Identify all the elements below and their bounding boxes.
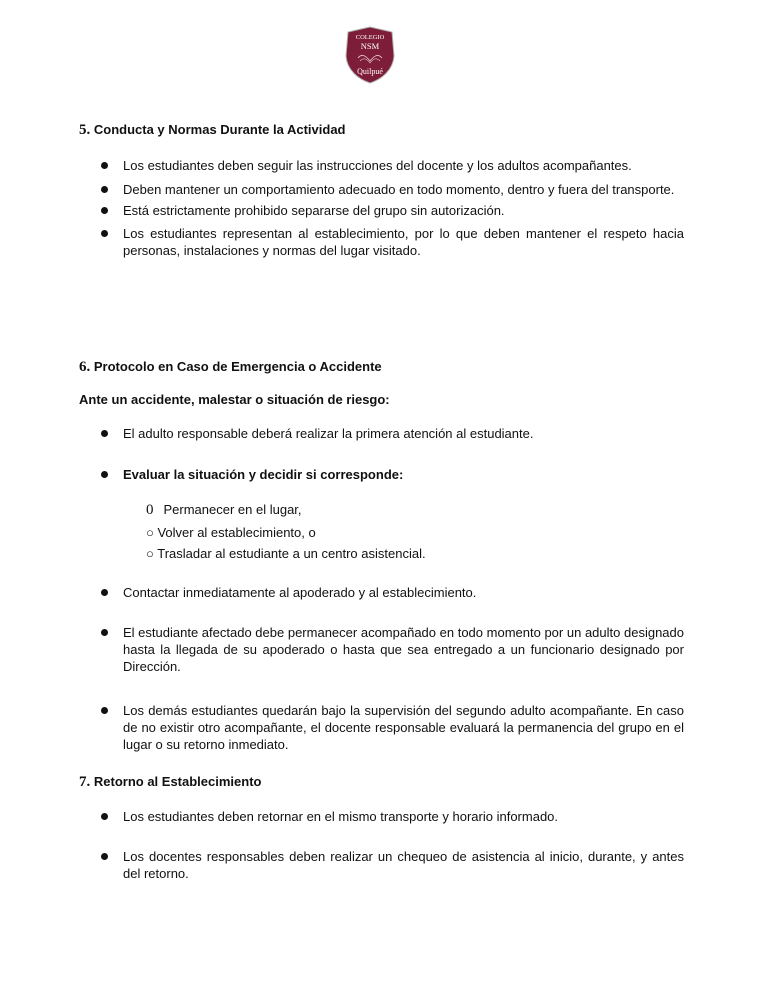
- s6-item-2: Evaluar la situación y decidir si corresponde:: [123, 467, 404, 482]
- bullet-icon: [100, 809, 110, 819]
- bullet-icon: [100, 426, 110, 436]
- section-6-subtitle: Ante un accidente, malestar o situación de riesgo:: [79, 392, 390, 407]
- bullet-icon: [100, 226, 110, 236]
- section-7-heading: [79, 774, 261, 791]
- s5-item-4: Los estudiantes representan al establecimiento, por lo que deben mantener el respeto hacia personas, instalaciones y normas del lugar visitado.: [123, 226, 684, 258]
- s7-item-2: Los docentes responsables deben realizar un chequeo de asistencia al inicio, durante, y antes del retorno.: [123, 849, 684, 881]
- s6-option-2: ○ Volver al establecimiento, o: [146, 525, 316, 540]
- s6-item-4: El estudiante afectado debe permanecer acompañado en todo momento por un adulto designado hasta la llegada de su apoderado o hasta que sea entregado a un funcionario designado por Dirección.: [123, 625, 684, 674]
- logo-text-3: Quilpué: [357, 67, 383, 76]
- s6-item-1: El adulto responsable deberá realizar la primera atención al estudiante.: [123, 426, 534, 441]
- section-5-number: 5.: [79, 122, 91, 138]
- bullet-icon: [100, 703, 110, 713]
- s5-item-1: Los estudiantes deben seguir las instrucciones del docente y los adultos acompañantes.: [123, 158, 632, 173]
- section-6-number: 6.: [79, 359, 91, 375]
- section-5-heading: [79, 122, 346, 139]
- school-logo: [342, 26, 398, 84]
- s6-item-3: Contactar inmediatamente al apoderado y al establecimiento.: [123, 585, 477, 600]
- section-6-title: Protocolo en Caso de Emergencia o Accidente: [93, 359, 382, 374]
- s6-option-1-text: Permanecer en el lugar,: [163, 502, 302, 517]
- s6-option-1: [146, 501, 302, 519]
- bullet-icon: [100, 182, 110, 192]
- bullet-icon: [100, 203, 110, 213]
- option-marker: 0: [146, 502, 154, 518]
- section-7-title: Retorno al Establecimiento: [93, 774, 262, 789]
- bullet-icon: [100, 625, 110, 635]
- s5-item-2: Deben mantener un comportamiento adecuado en todo momento, dentro y fuera del transporte.: [123, 182, 675, 197]
- s6-option-3: ○ Trasladar al estudiante a un centro asistencial.: [146, 546, 426, 561]
- section-6-heading: [79, 359, 382, 376]
- bullet-icon: [100, 585, 110, 595]
- s7-item-1: Los estudiantes deben retornar en el mismo transporte y horario informado.: [123, 809, 559, 824]
- s5-item-3: [123, 202, 505, 219]
- section-7-number: 7.: [79, 774, 91, 790]
- logo-text-2: NSM: [360, 41, 380, 51]
- section-5-title: Conducta y Normas Durante la Actividad: [93, 122, 346, 137]
- bullet-icon: [100, 158, 110, 168]
- bullet-icon: [100, 467, 110, 477]
- logo-text-1: COLEGIO: [355, 34, 385, 41]
- bullet-icon: [100, 849, 110, 859]
- s5-item-3-text: Está estrictamente prohibido separarse del grupo sin autorización.: [123, 203, 505, 218]
- s6-item-5: Los demás estudiantes quedarán bajo la supervisión del segundo adulto acompañante. En caso de no existir otro acompañante, el docente responsable evaluará la permanencia del grupo en el lugar o su retorno inmediato.: [123, 703, 684, 752]
